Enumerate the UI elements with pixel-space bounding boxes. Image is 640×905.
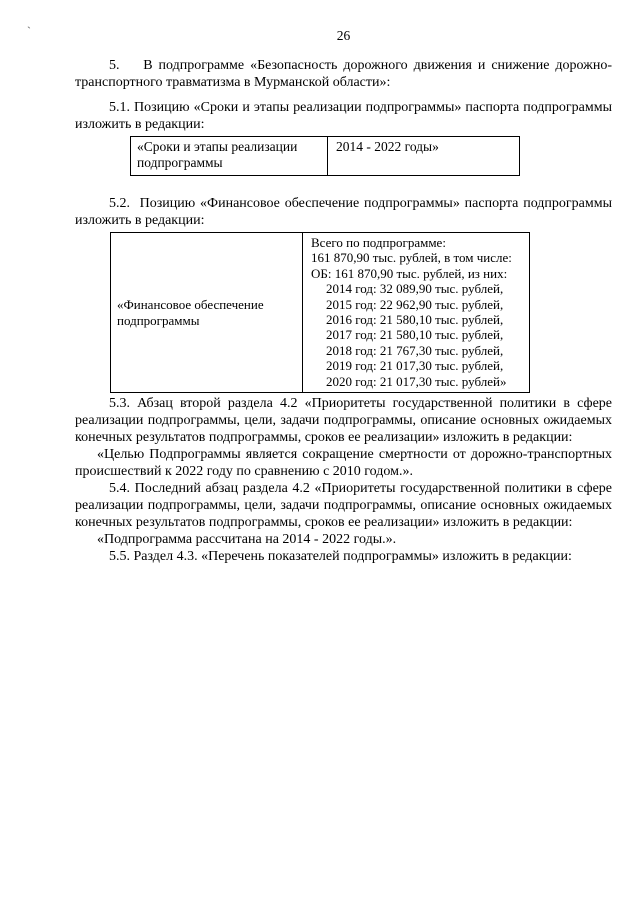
finance-line-2014: 2014 год: 32 089,90 тыс. рублей,	[326, 281, 504, 297]
finance-line-total: Всего по подпрограмме:	[311, 235, 446, 250]
paragraph-5-3: 5.3. Абзац второй раздела 4.2 «Приоритеты государственной политики в сфере реализации подпрограммы, цели, задачи подпрограммы, описание основных ожидаемых конечных результатов подпрограммы, сроков ее реализации» изложить в редакции:	[75, 396, 612, 446]
finance-line-2015: 2015 год: 22 962,90 тыс. рублей,	[326, 296, 504, 312]
paragraph-quote-period: «Подпрограмма рассчитана на 2014 - 2022 годы.».	[97, 532, 397, 548]
finance-line-2016: 2016 год: 21 580,10 тыс. рублей,	[326, 312, 504, 328]
paragraph-5-5: 5.5. Раздел 4.3. «Перечень показателей подпрограммы» изложить в редакции:	[109, 549, 572, 565]
table-finance	[110, 232, 530, 393]
table-finance-value-cell	[303, 233, 529, 392]
finance-line-2017: 2017 год: 21 580,10 тыс. рублей,	[326, 327, 504, 343]
scan-artifact-mark: `	[27, 24, 31, 38]
finance-line-2020: 2020 год: 21 017,30 тыс. рублей»	[326, 373, 507, 389]
page-number: 26	[336, 28, 351, 43]
finance-line-ob: ОБ: 161 870,90 тыс. рублей, из них:	[311, 265, 508, 281]
table-finance-label-cell: «Финансовое обеспечение подпрограммы	[111, 233, 303, 392]
paragraph-quote-goal: «Целью Подпрограммы является сокращение смертности от дорожно-транспортных происшествий к 2022 году по сравнению с 2010 годом.».	[75, 447, 612, 480]
table-dates	[130, 136, 520, 176]
table-dates-value-cell: 2014 - 2022 годы»	[336, 139, 439, 154]
paragraph-5-2: 5.2. Позицию «Финансовое обеспечение подпрограммы» паспорта подпрограммы изложить в редакции:	[75, 196, 612, 228]
finance-line-2018: 2018 год: 21 767,30 тыс. рублей,	[326, 342, 504, 358]
finance-line-2019: 2019 год: 21 017,30 тыс. рублей,	[326, 358, 504, 374]
paragraph-5-1: 5.1. Позицию «Сроки и этапы реализации подпрограммы» паспорта подпрограммы изложить в редакции:	[75, 100, 612, 132]
finance-line-sum: 161 870,90 тыс. рублей, в том числе:	[311, 250, 512, 266]
table-dates-label-cell: «Сроки и этапы реализации подпрограммы	[131, 137, 328, 175]
paragraph-5: 5. В подпрограмме «Безопасность дорожного движения и снижение дорожно-транспортного травматизма в Мурманской области»:	[75, 58, 612, 90]
paragraph-5-4: 5.4. Последний абзац раздела 4.2 «Приоритеты государственной политики в сфере реализации подпрограммы, цели, задачи подпрограммы, описание основных ожидаемых конечных результатов подпрограммы, сроков ее реализации» изложить в редакции:	[75, 481, 612, 531]
